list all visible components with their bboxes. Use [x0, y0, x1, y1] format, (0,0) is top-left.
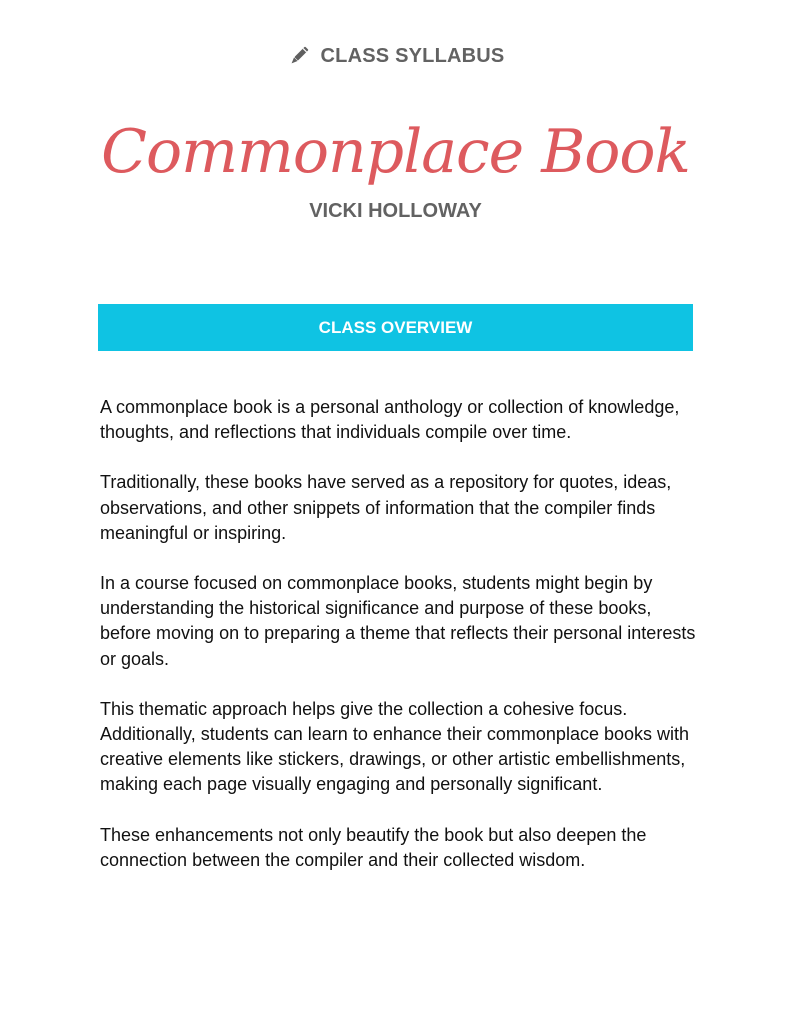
author-name: VICKI HOLLOWAY	[309, 200, 482, 222]
paragraph: A commonplace book is a personal anthology or collection of knowledge, thoughts, and reflections that individuals compile over time.	[100, 397, 680, 443]
paragraph: These enhancements not only beautify the book but also deepen the connection between the compiler and their collected wisdom.	[100, 824, 647, 870]
syllabus-label: CLASS SYLLABUS	[320, 44, 505, 67]
paragraph: Traditionally, these books have served as a repository for quotes, ideas, observations, and other snippets of information that the compiler finds meaningful or inspiring.	[100, 472, 672, 543]
overview-body	[100, 395, 698, 898]
pencil-icon	[287, 44, 311, 68]
page-title: Commonplace Book	[101, 117, 690, 187]
paragraph: In a course focused on commonplace books, students might begin by understanding the historical significance and purpose of these books, before moving on to preparing a theme that reflects their personal interests or goals.	[100, 573, 696, 669]
section-heading: CLASS OVERVIEW	[318, 317, 473, 337]
syllabus-header	[0, 44, 791, 68]
paragraph: This thematic approach helps give the collection a cohesive focus. Additionally, students can learn to enhance their commonplace books with creative elements like stickers, drawings, or other artistic embellishments, making each page visually engaging and personally significant.	[100, 698, 690, 795]
class-overview-banner	[98, 304, 693, 351]
